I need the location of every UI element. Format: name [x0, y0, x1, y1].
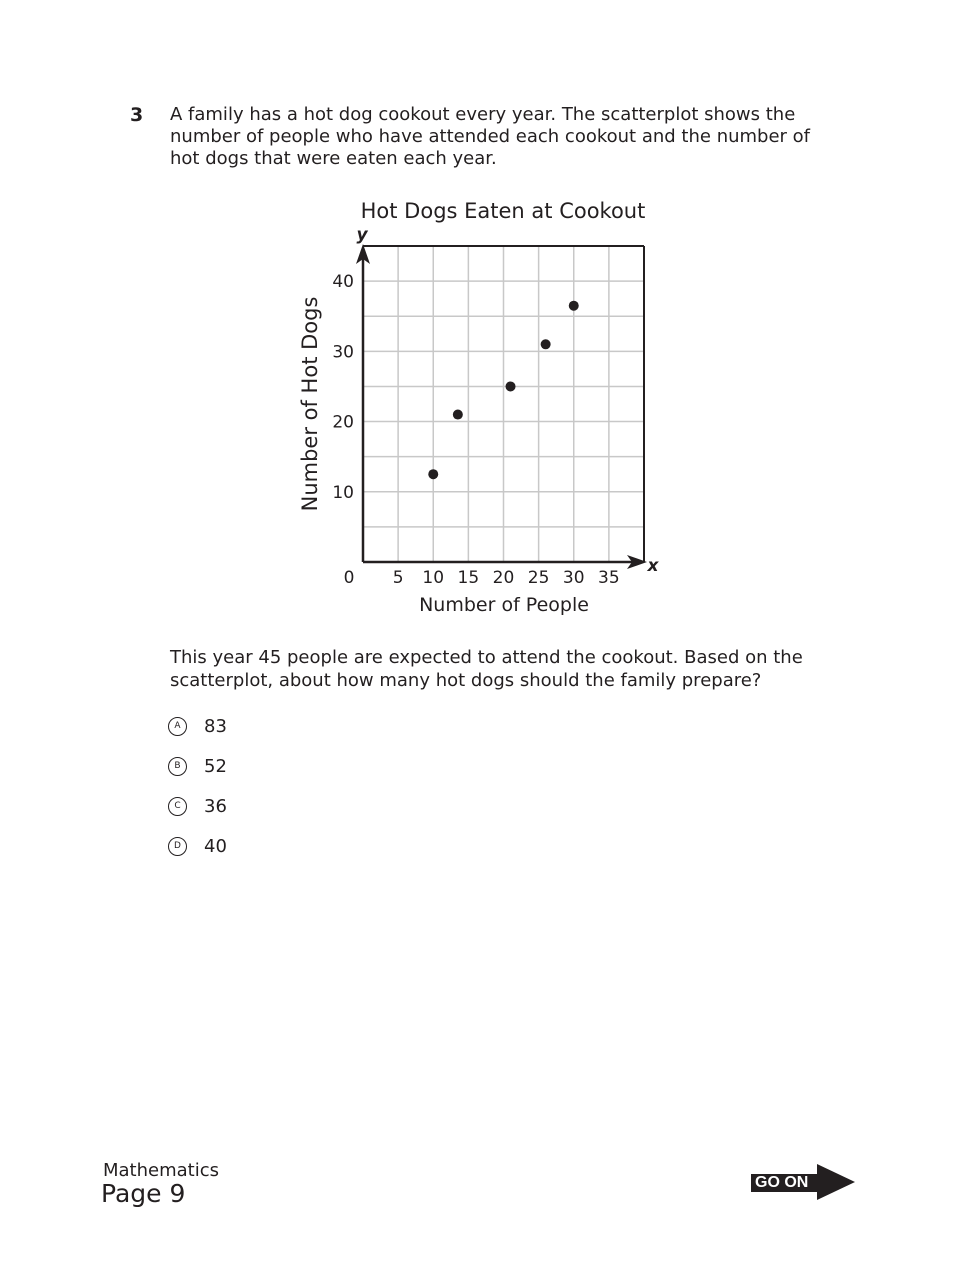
option-c-text: 36	[204, 795, 227, 817]
x-tick-label: 10	[422, 568, 445, 588]
bubble-d[interactable]: D	[168, 837, 187, 856]
footer-subject: Mathematics	[103, 1160, 219, 1181]
data-point	[541, 339, 551, 349]
arrow-right-icon	[817, 1164, 855, 1200]
y-axis-label: Number of Hot Dogs	[298, 296, 322, 512]
y-tick-label: 40	[332, 272, 354, 293]
grid	[363, 246, 644, 562]
data-point	[569, 301, 579, 311]
x-axis-symbol: x	[647, 556, 659, 576]
stem-line: number of people who have attended each cookout and the number of	[170, 126, 811, 147]
x-tick-label: 35	[598, 568, 620, 588]
x-tick-label: 30	[562, 568, 585, 588]
option-a-text: 83	[204, 715, 227, 737]
bubble-b[interactable]: B	[168, 757, 187, 776]
tick-labels	[332, 272, 619, 588]
x-tick-label: 5	[392, 568, 404, 588]
bubble-c[interactable]: C	[168, 797, 187, 816]
y-axis-symbol: y	[356, 225, 368, 245]
footer-page-number: Page 9	[101, 1179, 186, 1208]
data-point	[428, 469, 438, 479]
option-b-text: 52	[204, 755, 227, 777]
prompt-line: This year 45 people are expected to attend the cookout. Based on the	[170, 647, 803, 668]
prompt-line: scatterplot, about how many hot dogs should the family prepare?	[170, 670, 762, 691]
x-tick-label: 15	[457, 568, 480, 588]
question-number: 3	[130, 104, 144, 126]
go-on-button[interactable]	[751, 1164, 857, 1200]
origin-label: 0	[343, 568, 355, 588]
stem-line: hot dogs that were eaten each year.	[170, 148, 497, 169]
stem-line: A family has a hot dog cookout every year. The scatterplot shows the	[170, 104, 796, 125]
go-on-label: GO ON	[751, 1174, 821, 1192]
y-tick-label: 20	[332, 412, 354, 433]
y-tick-label: 30	[332, 342, 354, 363]
chart-title: Hot Dogs Eaten at Cookout	[360, 199, 646, 223]
option-a[interactable]	[168, 706, 227, 746]
x-tick-label: 20	[492, 568, 515, 588]
option-d[interactable]	[168, 826, 227, 866]
axes	[356, 244, 647, 569]
data-point	[453, 410, 463, 420]
data-point	[506, 381, 516, 391]
question-prompt	[170, 646, 803, 692]
option-c[interactable]	[168, 786, 227, 826]
option-b[interactable]	[168, 746, 227, 786]
x-axis-label: Number of People	[419, 594, 589, 616]
option-d-text: 40	[204, 835, 227, 857]
answer-options	[168, 706, 227, 866]
y-tick-label: 10	[332, 482, 354, 503]
bubble-a[interactable]: A	[168, 717, 187, 736]
x-tick-label: 25	[527, 568, 550, 588]
